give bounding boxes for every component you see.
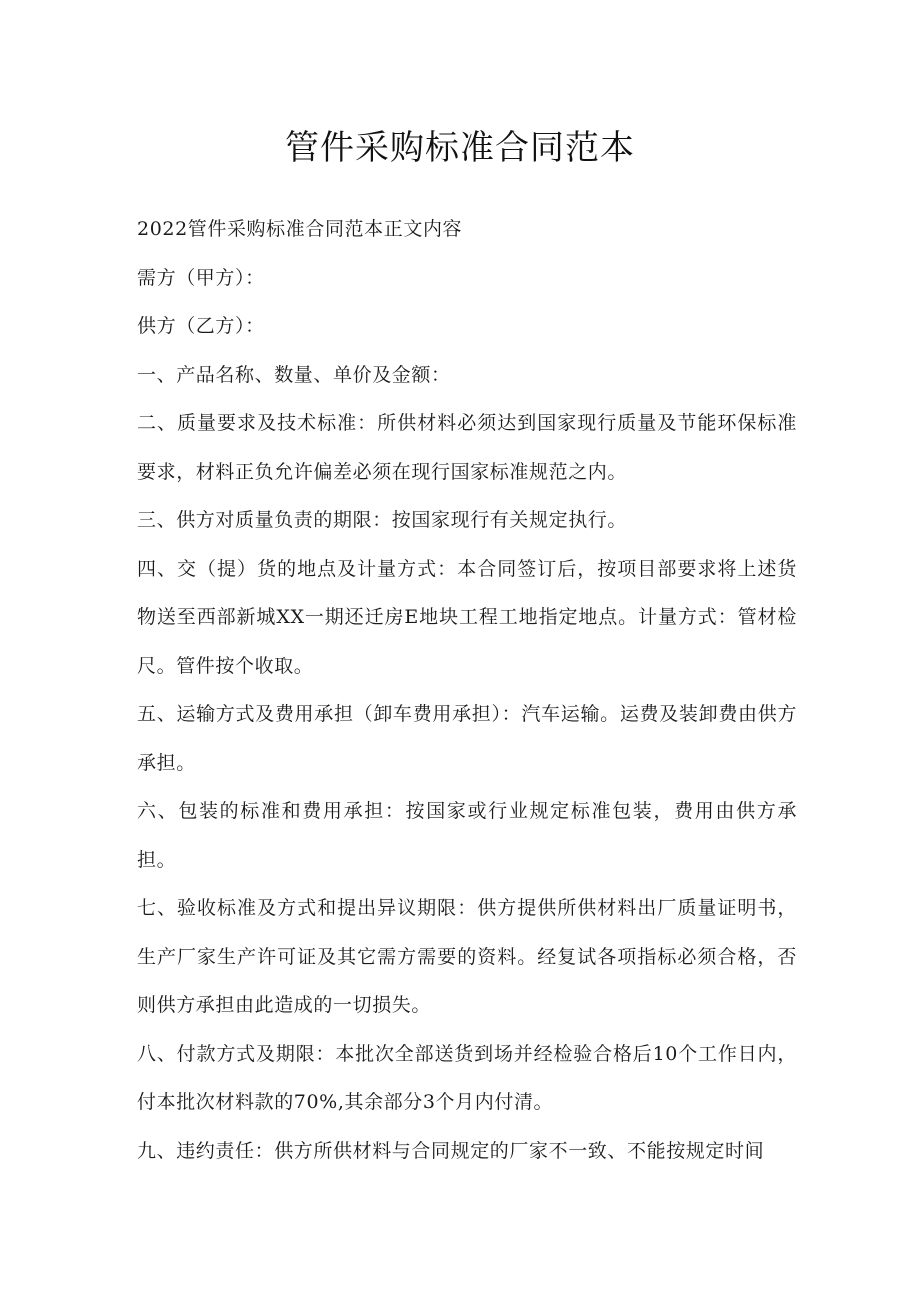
clause-5: 五、运输方式及费用承担（卸车费用承担）：汽车运输。运费及装卸费由供方承担。 [137,703,797,774]
document-body [137,205,797,1175]
clause-2: 二、质量要求及技术标准：所供材料必须达到国家现行质量及节能环保标准要求，材料正负允许偏差必须在现行国家标准规范之内。 [137,412,797,483]
clause-6: 六、包装的标准和费用承担：按国家或行业规定标准包装，费用由供方承担。 [137,800,797,871]
document-title: 管件采购标准合同范本 [285,128,635,168]
clause-4: 四、交（提）货的地点及计量方式：本合同签订后，按项目部要求将上述货物送至西部新城XX一期还迁房E地块工程工地指定地点。计量方式：管材检尺。管件按个收取。 [137,557,797,677]
supplier-line: 供方（乙方）： [137,315,265,337]
clause-8: 八、付款方式及期限：本批次全部送货到场并经检验合格后10个工作日内，付本批次材料款的70%,其余部分3个月内付清。 [137,1042,797,1113]
clause-9: 九、违约责任：供方所供材料与合同规定的厂家不一致、不能按规定时间 [137,1139,765,1162]
intro-line: 2022管件采购标准合同范本正文内容 [137,218,463,240]
clause-3: 三、供方对质量负责的期限：按国家现行有关规定执行。 [137,509,628,531]
clause-1: 一、产品名称、数量、单价及金额： [137,363,451,386]
clause-7: 七、验收标准及方式和提出异议期限：供方提供所供材料出厂质量证明书，生产厂家生产许可证及其它需方需要的资料。经复试各项指标必须合格，否则供方承担由此造成的一切损失。 [137,897,797,1016]
buyer-line: 需方（甲方）： [137,266,265,289]
